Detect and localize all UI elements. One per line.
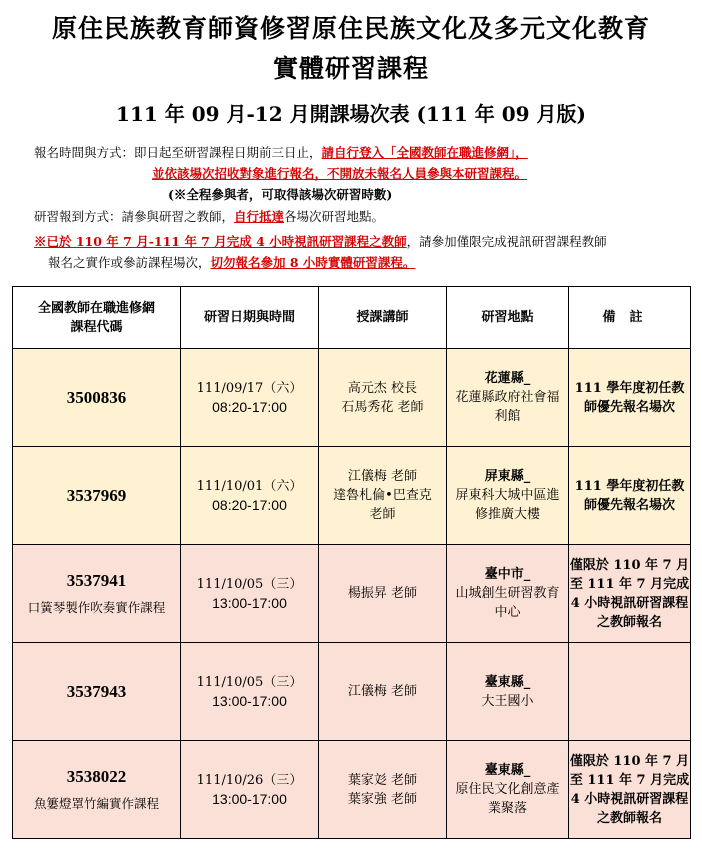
course-code-cell bbox=[13, 741, 181, 839]
header-remark: 備註 bbox=[569, 287, 691, 349]
registration-red-notice-2: 並依該場次招收對象進行報名，不開放未報名人員參與本研習課程。 bbox=[152, 166, 528, 181]
course-time: 13:00-17:00 bbox=[212, 692, 287, 709]
course-date: 111/10/05（三） bbox=[196, 576, 303, 592]
location-cell bbox=[447, 349, 569, 447]
location-cell bbox=[447, 545, 569, 643]
table-row bbox=[13, 545, 691, 643]
location-county: 屏東縣_ bbox=[484, 469, 531, 484]
registration-info-line-2 bbox=[152, 165, 527, 183]
header-course-code: 全國教師在職進修網課程代碼 bbox=[13, 287, 181, 349]
course-code: 3537941 bbox=[66, 570, 127, 590]
instructor-name: 高元杰 校長 bbox=[347, 380, 418, 396]
course-code: 3537943 bbox=[66, 682, 127, 701]
remark-cell: 僅限於 110 年 7 月至 111 年 7 月完成 4 小時視訊研習課程之教師報名 bbox=[569, 545, 691, 643]
course-date: 111/10/01（六） bbox=[196, 478, 303, 494]
checkin-prefix: 研習報到方式：請參與研習之教師， bbox=[34, 209, 235, 224]
course-schedule-table bbox=[12, 286, 691, 839]
video-course-red-note: ※已於 110 年 7 月-111 年 7 月完成 4 小時視訊研習課程之教師 bbox=[34, 234, 407, 249]
instructor-cell bbox=[319, 741, 447, 839]
course-code-cell bbox=[13, 447, 181, 545]
instructor-name: 達魯札倫•巴查克 bbox=[333, 488, 432, 503]
remark-cell: 111 學年度初任教師優先報名場次 bbox=[569, 447, 691, 545]
instructor-name: 葉家強 老師 bbox=[347, 791, 418, 807]
course-date: 111/09/17（六） bbox=[196, 380, 303, 396]
page-title-line2: 實體研習課程 bbox=[272, 54, 429, 83]
instructor-name: 楊振昇 老師 bbox=[347, 586, 418, 601]
location-cell bbox=[447, 643, 569, 741]
header-instructor: 授課講師 bbox=[319, 287, 447, 349]
course-time: 08:20-17:00 bbox=[212, 496, 287, 513]
instructor-name: 石馬秀花 老師 bbox=[341, 399, 424, 415]
location-cell bbox=[447, 447, 569, 545]
datetime-cell bbox=[181, 643, 319, 741]
course-code-cell bbox=[13, 545, 181, 643]
course-time: 08:20-17:00 bbox=[212, 398, 287, 415]
course-date: 111/10/26（三） bbox=[196, 772, 303, 788]
location-place: 原住民文化創意產業聚落 bbox=[455, 782, 560, 816]
remark-cell: 111 學年度初任教師優先報名場次 bbox=[569, 349, 691, 447]
registration-red-notice-1: 請自行登入「全國教師在職進修網」， bbox=[321, 145, 528, 160]
table-header-row bbox=[13, 287, 691, 349]
location-place: 花蓮縣政府社會福利館 bbox=[455, 390, 560, 424]
course-name: 口簧琴製作吹奏實作課程 bbox=[27, 599, 166, 615]
datetime-cell bbox=[181, 447, 319, 545]
course-code: 3500836 bbox=[66, 388, 127, 407]
location-county: 臺中市_ bbox=[484, 567, 531, 582]
course-time: 13:00-17:00 bbox=[212, 790, 287, 807]
course-code: 3537969 bbox=[66, 486, 127, 505]
instructor-cell bbox=[319, 349, 447, 447]
schedule-subtitle: 111 年 09 月-12 月開課場次表 (111 年 09 月版) bbox=[116, 102, 586, 126]
instructor-cell bbox=[319, 447, 447, 545]
page-title-line1: 原住民族教育師資修習原住民族文化及多元文化教育 bbox=[51, 14, 650, 43]
table-row bbox=[13, 741, 691, 839]
location-place: 大王國小 bbox=[481, 693, 534, 709]
datetime-cell bbox=[181, 741, 319, 839]
course-time: 13:00-17:00 bbox=[212, 594, 287, 611]
video-course-note-prefix: 報名之實作或參訪課程場次， bbox=[48, 255, 211, 270]
checkin-red: 自行抵達 bbox=[234, 209, 285, 224]
full-attendance-note: (※全程參與者，可取得該場次研習時數) bbox=[168, 187, 393, 202]
datetime-cell bbox=[181, 545, 319, 643]
header-location: 研習地點 bbox=[447, 287, 569, 349]
location-place: 屏東科大城中區進修推廣大樓 bbox=[455, 488, 560, 522]
course-code-cell bbox=[13, 349, 181, 447]
instructor-name: 江儀梅 老師 bbox=[347, 684, 418, 699]
location-cell bbox=[447, 741, 569, 839]
course-name: 魚簍燈罩竹編實作課程 bbox=[33, 795, 159, 811]
remark-cell bbox=[569, 643, 691, 741]
location-county: 臺東縣_ bbox=[484, 763, 531, 778]
instructor-name: 葉家彣 老師 bbox=[347, 772, 418, 788]
instructor-cell bbox=[319, 545, 447, 643]
instructor-title: 老師 bbox=[369, 507, 396, 522]
location-county: 花蓮縣_ bbox=[484, 371, 531, 386]
location-county: 臺東縣_ bbox=[484, 674, 531, 690]
video-course-red-note-2: 切勿報名參加 8 小時實體研習課程。 bbox=[210, 255, 416, 270]
location-place: 山城創生研習教育中心 bbox=[455, 586, 560, 620]
registration-prefix: 報名時間與方式：即日起至研習課程日期前三日止， bbox=[34, 145, 322, 160]
checkin-info-line bbox=[34, 208, 384, 226]
remark-cell: 僅限於 110 年 7 月至 111 年 7 月完成 4 小時視訊研習課程之教師報名 bbox=[569, 741, 691, 839]
video-course-note-mid: ，請參加僅限完成視訊研習課程教師 bbox=[406, 234, 607, 249]
header-datetime: 研習日期與時間 bbox=[181, 287, 319, 349]
course-date: 111/10/05（三） bbox=[196, 674, 303, 690]
course-code: 3538022 bbox=[66, 766, 127, 786]
table-row bbox=[13, 447, 691, 545]
video-course-note-line bbox=[34, 233, 607, 251]
course-code-cell bbox=[13, 643, 181, 741]
registration-info-line bbox=[34, 144, 528, 162]
table-row bbox=[13, 349, 691, 447]
table-row bbox=[13, 643, 691, 741]
instructor-cell bbox=[319, 643, 447, 741]
video-course-note-line-2 bbox=[48, 254, 415, 272]
instructor-name: 江儀梅 老師 bbox=[347, 469, 418, 484]
datetime-cell bbox=[181, 349, 319, 447]
checkin-suffix: 各場次研習地點。 bbox=[284, 209, 385, 224]
